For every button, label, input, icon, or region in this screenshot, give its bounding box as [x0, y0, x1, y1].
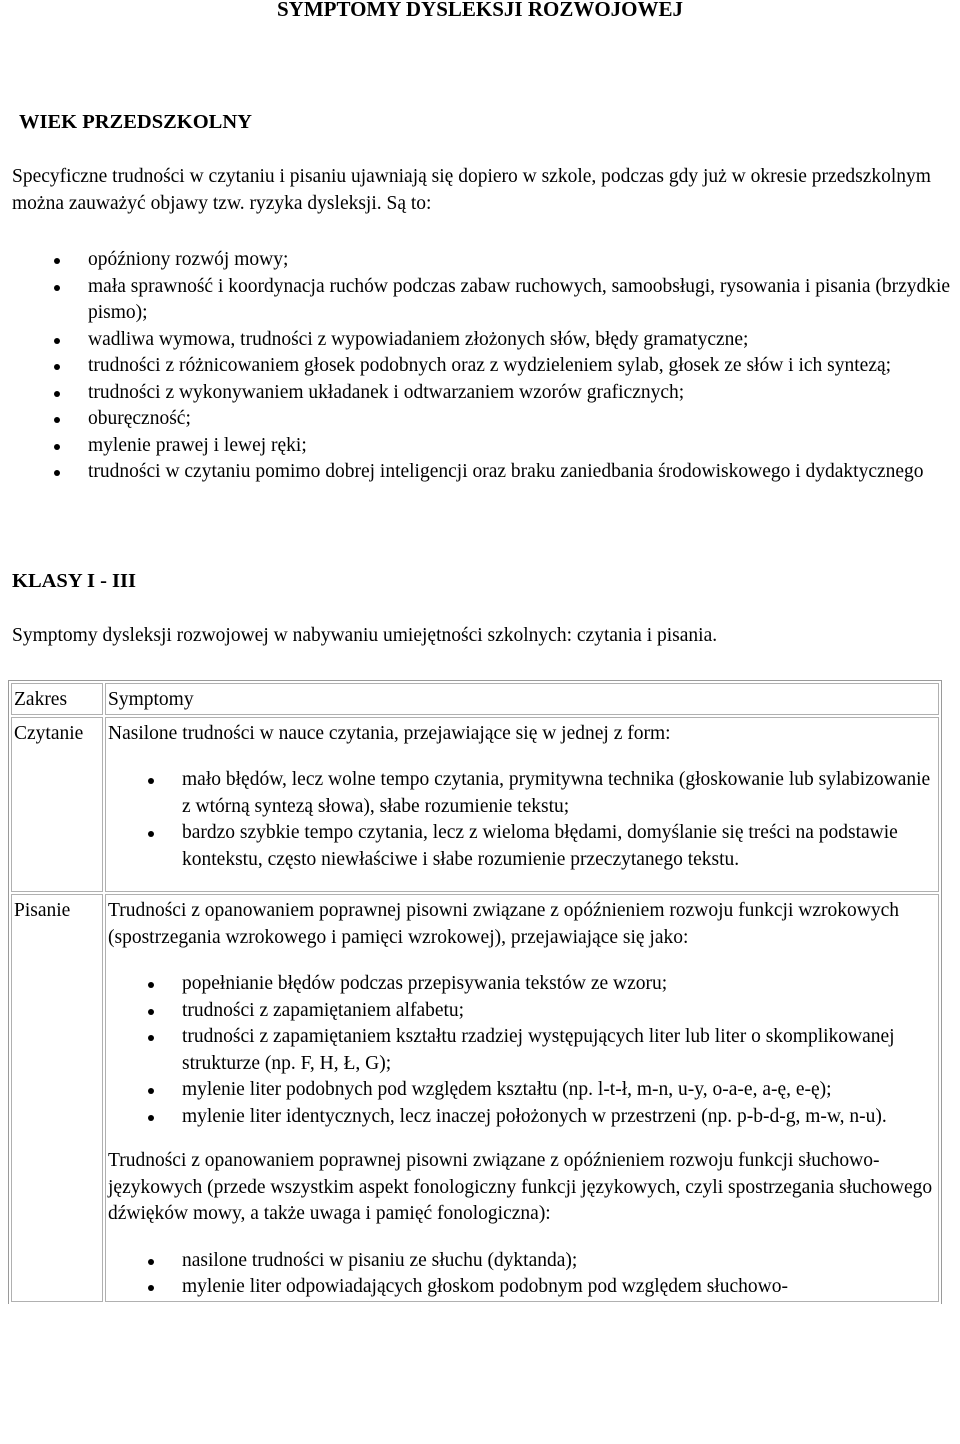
- list-item: mylenie liter podobnych pod względem kształtu (np. l-t-ł, m-n, u-y, o-a-e, a-ę, e-ę);: [182, 1077, 936, 1104]
- list-item: popełnianie błędów podczas przepisywania tekstów ze wzoru;: [182, 971, 936, 998]
- table-row-writing: [11, 894, 939, 1302]
- list-item: bardzo szybkie tempo czytania, lecz z wieloma błędami, domyślanie się treści na podstawie kontekstu, często niewłaściwe i słabe rozumienie przeczytanego tekstu.: [182, 820, 936, 873]
- writing-intro-auditory: Trudności z opanowaniem poprawnej pisowni związane z opóźnieniem rozwoju funkcji słuchowo-językowych (przede wszystkim aspekt fonologiczny funkcji językowych, czyli spostrzegania słuchowego dźwięków mowy, a także uwaga i pamięć fonologiczna):: [108, 1150, 933, 1224]
- table-header-row: [11, 683, 939, 715]
- list-item: mylenie prawej i lewej ręki;: [88, 433, 954, 460]
- writing-intro-visual: Trudności z opanowaniem poprawnej pisowni związane z opóźnieniem rozwoju funkcji wzrokowych (spostrzegania wzrokowego i pamięci wzrokowej), przejawiające się jako:: [108, 900, 899, 948]
- list-item: nasilone trudności w pisaniu ze słuchu (dyktanda);: [182, 1248, 936, 1275]
- list-item: mylenie liter odpowiadających głoskom podobnym pod względem słuchowo-: [182, 1274, 936, 1301]
- list-item: wadliwa wymowa, trudności z wypowiadaniem złożonych słów, błędy gramatyczne;: [88, 327, 954, 354]
- page-title: SYMPTOMY DYSLEKSJI ROZWOJOWEJ: [276, 0, 684, 21]
- list-item: mylenie liter identycznych, lecz inaczej położonych w przestrzeni (np. p-b-d-g, m-w, n-u).: [182, 1104, 936, 1131]
- header-symptoms: Symptomy: [105, 683, 939, 715]
- list-item: mała sprawność i koordynacja ruchów podczas zabaw ruchowych, samoobsługi, rysowania i pisania (brzydkie pismo);: [88, 274, 954, 327]
- reading-list: [108, 767, 936, 873]
- symptoms-table: [8, 680, 942, 1304]
- header-scope: Zakres: [11, 683, 103, 715]
- list-item: trudności z zapamiętaniem kształtu rzadziej występujących liter lub liter o skomplikowanej strukturze (np. F, H, Ł, G);: [182, 1024, 936, 1077]
- writing-label: Pisanie: [11, 894, 103, 1302]
- table-row-reading: [11, 717, 939, 893]
- list-item: opóźniony rozwój mowy;: [88, 247, 954, 274]
- reading-label: Czytanie: [11, 717, 103, 893]
- list-item: mało błędów, lecz wolne tempo czytania, prymitywna technika (głoskowanie lub sylabizowanie z wtórną syntezą słowa), słabe rozumienie tekstu;: [182, 767, 936, 820]
- writing-cell: [105, 894, 939, 1302]
- list-item: trudności z zapamiętaniem alfabetu;: [182, 998, 936, 1025]
- list-item: trudności z różnicowaniem głosek podobnych oraz z wydzieleniem sylab, głosek ze słów i ich syntezą;: [88, 353, 954, 380]
- preschool-intro: Specyficzne trudności w czytaniu i pisaniu ujawniają się dopiero w szkole, podczas gdy już w okresie przedszkolnym można zauważyć objawy tzw. ryzyka dysleksji. Są to:: [12, 166, 931, 214]
- list-item: oburęczność;: [88, 406, 954, 433]
- classes-intro: Symptomy dysleksji rozwojowej w nabywaniu umiejętności szkolnych: czytania i pisania.: [12, 625, 718, 646]
- writing-auditory-list: [108, 1248, 936, 1301]
- list-item: trudności w czytaniu pomimo dobrej inteligencji oraz braku zaniedbania środowiskowego i dydaktycznego: [88, 459, 954, 486]
- reading-cell: [105, 717, 939, 893]
- reading-intro: Nasilone trudności w nauce czytania, przejawiające się w jednej z form:: [108, 722, 671, 744]
- list-item: trudności z wykonywaniem układanek i odtwarzaniem wzorów graficznych;: [88, 380, 954, 407]
- classes-heading: KLASY I - III: [12, 570, 136, 592]
- preschool-heading: WIEK PRZEDSZKOLNY: [19, 111, 252, 133]
- preschool-symptom-list: [88, 247, 954, 486]
- writing-visual-list: [108, 971, 936, 1130]
